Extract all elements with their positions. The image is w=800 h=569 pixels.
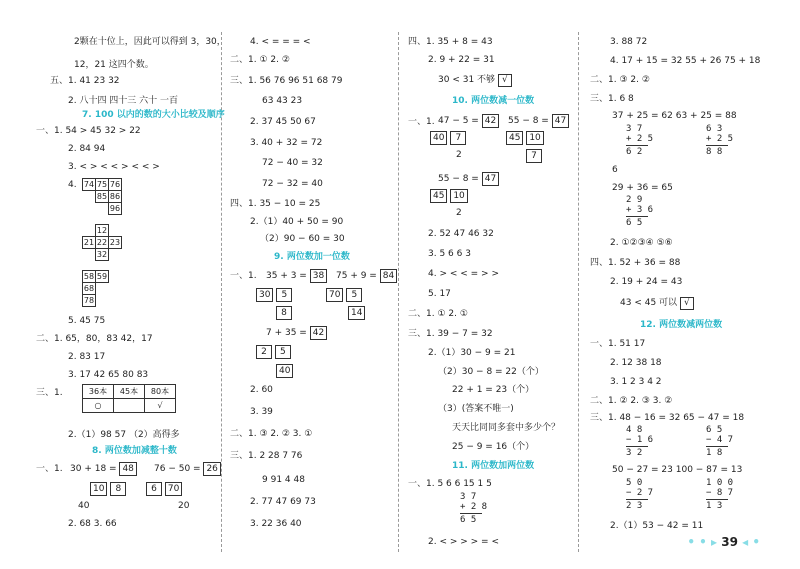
calc-row: 2 9 bbox=[626, 195, 643, 205]
text-line: 五、1. 41 23 32 bbox=[50, 76, 120, 86]
decorative-dots: ◂ • bbox=[742, 535, 760, 549]
calc-row: 4 8 bbox=[626, 425, 643, 435]
answer-box: 5 bbox=[346, 288, 362, 302]
equation bbox=[438, 114, 499, 128]
answer-box: 40 bbox=[430, 131, 447, 145]
answer-box: 8 bbox=[276, 306, 292, 320]
text-line: 一、1. bbox=[36, 464, 63, 474]
text-line: 20 bbox=[178, 501, 190, 511]
table-header: 36本 bbox=[83, 385, 114, 399]
text-line: 2. < > > > = < bbox=[428, 537, 499, 547]
text-line: 一、1. bbox=[230, 271, 257, 281]
text-line: （3）(答案不唯一) bbox=[438, 404, 514, 414]
answer-box: 45 bbox=[506, 131, 523, 145]
answer-box: 5 bbox=[275, 345, 291, 359]
text-line: 2. 77 47 69 73 bbox=[250, 497, 316, 507]
answer-box: 10 bbox=[90, 482, 107, 496]
column-divider bbox=[578, 32, 579, 552]
column-divider bbox=[398, 32, 399, 552]
text-line: 三、1. bbox=[36, 388, 63, 398]
text-line: 2. 37 45 50 67 bbox=[250, 117, 316, 127]
section-heading: 10. 两位数减一位数 bbox=[452, 96, 535, 106]
text-line: 2. 52 47 46 32 bbox=[428, 229, 494, 239]
decompose bbox=[526, 149, 542, 163]
answer-box: 7 bbox=[526, 149, 542, 163]
answer-box: 30 bbox=[256, 288, 273, 302]
text-line: 2.（1）30 − 9 = 21 bbox=[428, 348, 516, 358]
calc-row: 6 5 bbox=[460, 515, 477, 525]
column-2 bbox=[230, 32, 395, 552]
calc-row: 3 2 bbox=[626, 448, 643, 458]
answer-box: 2 bbox=[256, 345, 272, 359]
grid-cell: 96 bbox=[109, 204, 121, 213]
text-line: 2 bbox=[456, 150, 462, 160]
text-line: 2. ①②③④ ⑤⑥ bbox=[610, 238, 673, 248]
decompose bbox=[146, 482, 182, 496]
grid-cell: 22 bbox=[96, 238, 108, 247]
calc-rule bbox=[626, 145, 648, 146]
section-heading: 11. 两位数加两位数 bbox=[452, 461, 535, 471]
section-heading: 7. 100 以内的数的大小比较及顺序 bbox=[82, 110, 225, 120]
page-number-value: 39 bbox=[721, 535, 738, 549]
decompose bbox=[430, 131, 466, 145]
text-line: 天天比同同多套中多少个？ bbox=[452, 423, 561, 433]
check-mark: √ bbox=[680, 297, 694, 310]
calc-row: 6 5 bbox=[706, 425, 723, 435]
grid-cell-empty bbox=[109, 249, 122, 261]
text-line: 三、1. 6 8 bbox=[590, 94, 634, 104]
calc-row: − 1 6 bbox=[626, 435, 654, 445]
equation-text: 55 − 8 = bbox=[438, 174, 479, 184]
decompose bbox=[256, 345, 291, 359]
calc-row: 6 5 bbox=[626, 218, 643, 228]
grid-cell: 74 bbox=[83, 180, 95, 189]
text-line: 2. 84 94 bbox=[68, 144, 106, 154]
text-line: 72 − 40 = 32 bbox=[262, 158, 323, 168]
calc-row: + 2 5 bbox=[626, 134, 654, 144]
answer-box: 38 bbox=[310, 269, 327, 283]
text-line: 二、1. ③ 2. ② bbox=[590, 75, 650, 85]
equation bbox=[154, 462, 221, 476]
vertical-calculation bbox=[626, 124, 653, 157]
grid-cell: 86 bbox=[109, 192, 121, 201]
answer-box: 84 bbox=[380, 269, 397, 283]
calc-row: + 2 8 bbox=[460, 502, 488, 512]
vertical-calculation bbox=[626, 425, 653, 458]
calc-rule bbox=[706, 446, 728, 447]
vertical-calculation bbox=[706, 425, 733, 458]
text-line: 5. 17 bbox=[428, 289, 451, 299]
text-line: 6 bbox=[612, 165, 618, 175]
grid-cell: 85 bbox=[96, 192, 108, 201]
vertical-calculation bbox=[706, 478, 733, 511]
calc-rule bbox=[626, 499, 648, 500]
text-line: 四、1. 52 + 36 = 88 bbox=[590, 258, 681, 268]
decompose bbox=[326, 288, 362, 302]
column-3 bbox=[408, 32, 576, 552]
grid-cell-empty bbox=[96, 283, 109, 295]
column-1 bbox=[30, 32, 226, 552]
text-line: 二、1. 65，80，83 42，17 bbox=[36, 334, 153, 344]
answer-box: 5 bbox=[276, 288, 292, 302]
calc-row: 6 3 bbox=[706, 124, 723, 134]
decompose bbox=[90, 482, 126, 496]
text-line: 二、1. ① 2. ① bbox=[408, 309, 468, 319]
text-line: 22 + 1 = 23（个） bbox=[452, 385, 535, 395]
decompose bbox=[276, 306, 292, 320]
vertical-calculation bbox=[626, 478, 653, 511]
grid-cell: 78 bbox=[83, 296, 95, 305]
grid-cell-empty bbox=[83, 203, 96, 215]
decorative-dots: • • ▸ bbox=[687, 535, 722, 549]
equation-text: 47 − 5 = bbox=[438, 116, 479, 126]
text-line: 4. > < < = > > bbox=[428, 269, 499, 279]
text-line: 三、1. 39 − 7 = 32 bbox=[408, 329, 493, 339]
section-heading: 12. 两位数减两位数 bbox=[640, 320, 723, 330]
answer-box: 47 bbox=[552, 114, 569, 128]
text-line: 四、1. 35 − 10 = 25 bbox=[230, 199, 321, 209]
equation-text: 7 + 35 = bbox=[266, 328, 307, 338]
comparison-text: 30 < 31 不够 bbox=[438, 75, 496, 85]
calc-row: + 2 5 bbox=[706, 134, 734, 144]
text-line: 3. 22 36 40 bbox=[250, 519, 302, 529]
text-line: 72 − 32 = 40 bbox=[262, 179, 323, 189]
grid-cell: 58 bbox=[83, 272, 95, 281]
grid-cell: 59 bbox=[96, 272, 108, 281]
text-line: 三、1. 48 − 16 = 32 65 − 47 = 18 bbox=[590, 413, 745, 423]
equation-text: 55 − 8 = bbox=[508, 116, 549, 126]
number-grid bbox=[82, 224, 122, 261]
table-header: 45本 bbox=[114, 385, 145, 399]
answer-box: 7 bbox=[450, 131, 466, 145]
equation-text: 76 − 50 = bbox=[154, 464, 201, 474]
text-line: 2.（1）40 + 50 = 90 bbox=[250, 217, 344, 227]
comparison-text: 43 < 45 可以 bbox=[620, 298, 678, 308]
text-line: 一、1. 5 6 6 15 1 5 bbox=[408, 479, 492, 489]
answer-box: 26 bbox=[203, 462, 220, 476]
calc-row: 1 0 0 bbox=[706, 478, 734, 488]
answer-box: 14 bbox=[348, 306, 365, 320]
grid-cell: 76 bbox=[109, 180, 121, 189]
calc-row: 6 2 bbox=[626, 147, 643, 157]
text-line: 二、1. ③ 2. ② 3. ① bbox=[230, 429, 313, 439]
text-line: 37 + 25 = 62 63 + 25 = 88 bbox=[612, 111, 737, 121]
decompose bbox=[506, 131, 544, 145]
text-line: 50 − 27 = 23 100 − 87 = 13 bbox=[612, 465, 743, 475]
grid-cell: 12 bbox=[96, 226, 108, 235]
grid-cell-empty bbox=[96, 203, 109, 215]
table-header: 80本 bbox=[145, 385, 176, 399]
grid-cell: 68 bbox=[83, 284, 95, 293]
equation-text: 75 + 9 = bbox=[336, 271, 377, 281]
text-line: （2）30 − 8 = 22（个） bbox=[438, 367, 544, 377]
text-line: 2. 60 bbox=[250, 385, 273, 395]
text-line: 一、1. bbox=[408, 117, 435, 127]
decompose bbox=[276, 364, 293, 378]
equation bbox=[70, 462, 137, 476]
text-line: 一、1. 51 17 bbox=[590, 339, 646, 349]
check-mark: √ bbox=[498, 74, 512, 87]
calc-row: 1 3 bbox=[706, 501, 723, 511]
answer-box: 70 bbox=[165, 482, 182, 496]
answer-box: 10 bbox=[450, 189, 467, 203]
decompose bbox=[348, 306, 365, 320]
equation bbox=[266, 326, 327, 340]
text-line: 3. 39 bbox=[250, 407, 273, 417]
grid-cell: 75 bbox=[96, 180, 108, 189]
text-line: 二、1. ② 2. ③ 3. ② bbox=[590, 396, 673, 406]
vertical-calculation bbox=[460, 492, 487, 525]
text-line: 5. 45 75 bbox=[68, 316, 106, 326]
text-line: 3. 40 + 32 = 72 bbox=[250, 138, 323, 148]
text-line: 29 + 36 = 65 bbox=[612, 183, 673, 193]
page-number bbox=[687, 535, 760, 549]
grid-cell: 23 bbox=[109, 238, 121, 247]
equation-text: 30 + 18 = bbox=[70, 464, 117, 474]
equation bbox=[438, 172, 499, 186]
text-line: 4. bbox=[68, 180, 77, 190]
grid-cell-empty bbox=[83, 249, 96, 261]
section-heading: 9. 两位数加一位数 bbox=[274, 252, 350, 262]
equation bbox=[508, 114, 569, 128]
text-line: 三、1. 2 28 7 76 bbox=[230, 451, 303, 461]
text-line: 3. < > < < > < < > bbox=[68, 162, 160, 172]
text-line: 2. 83 17 bbox=[68, 352, 106, 362]
answer-box: 40 bbox=[276, 364, 293, 378]
calc-rule bbox=[706, 145, 728, 146]
text-line: 25 − 9 = 16（个） bbox=[452, 442, 535, 452]
text-line: 2. 19 + 24 = 43 bbox=[610, 277, 683, 287]
text-line: 2 bbox=[456, 208, 462, 218]
calc-row: 1 8 bbox=[706, 448, 723, 458]
text-line: 2. 68 3. 66 bbox=[68, 519, 117, 529]
grid-cell: 32 bbox=[96, 250, 108, 259]
calc-row: 8 8 bbox=[706, 147, 723, 157]
answer-box: 42 bbox=[310, 326, 327, 340]
calc-row: − 4 7 bbox=[706, 435, 734, 445]
section-heading: 8. 两位数加减整十数 bbox=[92, 446, 177, 456]
text-line: 3. 1 2 3 4 2 bbox=[610, 377, 662, 387]
text-line: 2. 八十四 四十三 六十 一百 bbox=[68, 96, 179, 106]
table-cell bbox=[114, 399, 145, 413]
table-cell: ○ bbox=[83, 399, 114, 413]
calc-row: 5 0 bbox=[626, 478, 643, 488]
text-line bbox=[438, 74, 512, 87]
column-4 bbox=[590, 32, 770, 552]
text-line: 2. 12 38 18 bbox=[610, 358, 662, 368]
answer-box: 70 bbox=[326, 288, 343, 302]
calc-rule bbox=[626, 216, 648, 217]
table-cell: √ bbox=[145, 399, 176, 413]
calc-row: 3 7 bbox=[460, 492, 477, 502]
text-line: 2.（1）53 − 42 = 11 bbox=[610, 521, 704, 531]
grid-cell-empty bbox=[96, 295, 109, 307]
equation bbox=[336, 269, 397, 283]
decompose bbox=[430, 189, 468, 203]
text-line: 12，21 这四个数。 bbox=[74, 60, 154, 70]
text-line: 9 91 4 48 bbox=[262, 475, 305, 485]
calc-row: − 8 7 bbox=[706, 488, 734, 498]
calc-rule bbox=[460, 513, 482, 514]
answer-box: 45 bbox=[430, 189, 447, 203]
calc-row: + 3 6 bbox=[626, 205, 654, 215]
text-line: 40 bbox=[78, 501, 90, 511]
grid-cell-empty bbox=[109, 225, 122, 237]
text-line: 一、1. 54 > 45 32 > 22 bbox=[36, 126, 141, 136]
text-line: 2. 9 + 22 = 31 bbox=[428, 55, 495, 65]
vertical-calculation bbox=[626, 195, 653, 228]
answer-box: 48 bbox=[119, 462, 136, 476]
decompose bbox=[256, 288, 292, 302]
grid-cell-empty bbox=[83, 225, 96, 237]
calc-rule bbox=[626, 446, 648, 447]
equation-text: 35 + 3 = bbox=[266, 271, 307, 281]
answer-box: 6 bbox=[146, 482, 162, 496]
text-line: 2颗在十位上，因此可以得到 3，30， bbox=[74, 37, 226, 47]
text-line: 3. 88 72 bbox=[610, 37, 648, 47]
text-line bbox=[620, 297, 694, 310]
number-grid bbox=[82, 270, 109, 307]
text-line: 4. < = = = < bbox=[250, 37, 311, 47]
grid-cell: 21 bbox=[83, 238, 95, 247]
text-line: 4. 17 + 15 = 32 55 + 26 75 + 18 bbox=[610, 56, 761, 66]
grid-cell-empty bbox=[83, 191, 96, 203]
calc-row: 2 3 bbox=[626, 501, 643, 511]
equation bbox=[266, 269, 327, 283]
number-grid bbox=[82, 178, 122, 215]
text-line: （2）90 − 60 = 30 bbox=[260, 234, 345, 244]
answer-box: 8 bbox=[110, 482, 126, 496]
text-line: 2.（1）98 57 （2）高得多 bbox=[68, 430, 180, 440]
answer-box: 47 bbox=[482, 172, 499, 186]
text-line: 3. 5 6 6 3 bbox=[428, 249, 471, 259]
text-line: 3. 17 42 65 80 83 bbox=[68, 370, 149, 380]
calc-row: − 2 7 bbox=[626, 488, 654, 498]
text-line: 三、1. 56 76 96 51 68 79 bbox=[230, 76, 343, 86]
answer-box: 42 bbox=[482, 114, 499, 128]
text-line: 63 43 23 bbox=[262, 96, 303, 106]
comparison-table bbox=[82, 384, 176, 413]
calc-rule bbox=[706, 499, 728, 500]
text-line: 四、1. 35 + 8 = 43 bbox=[408, 37, 493, 47]
text-line: 二、1. ① 2. ② bbox=[230, 55, 290, 65]
answer-box: 10 bbox=[526, 131, 543, 145]
vertical-calculation bbox=[706, 124, 733, 157]
calc-row: 3 7 bbox=[626, 124, 643, 134]
